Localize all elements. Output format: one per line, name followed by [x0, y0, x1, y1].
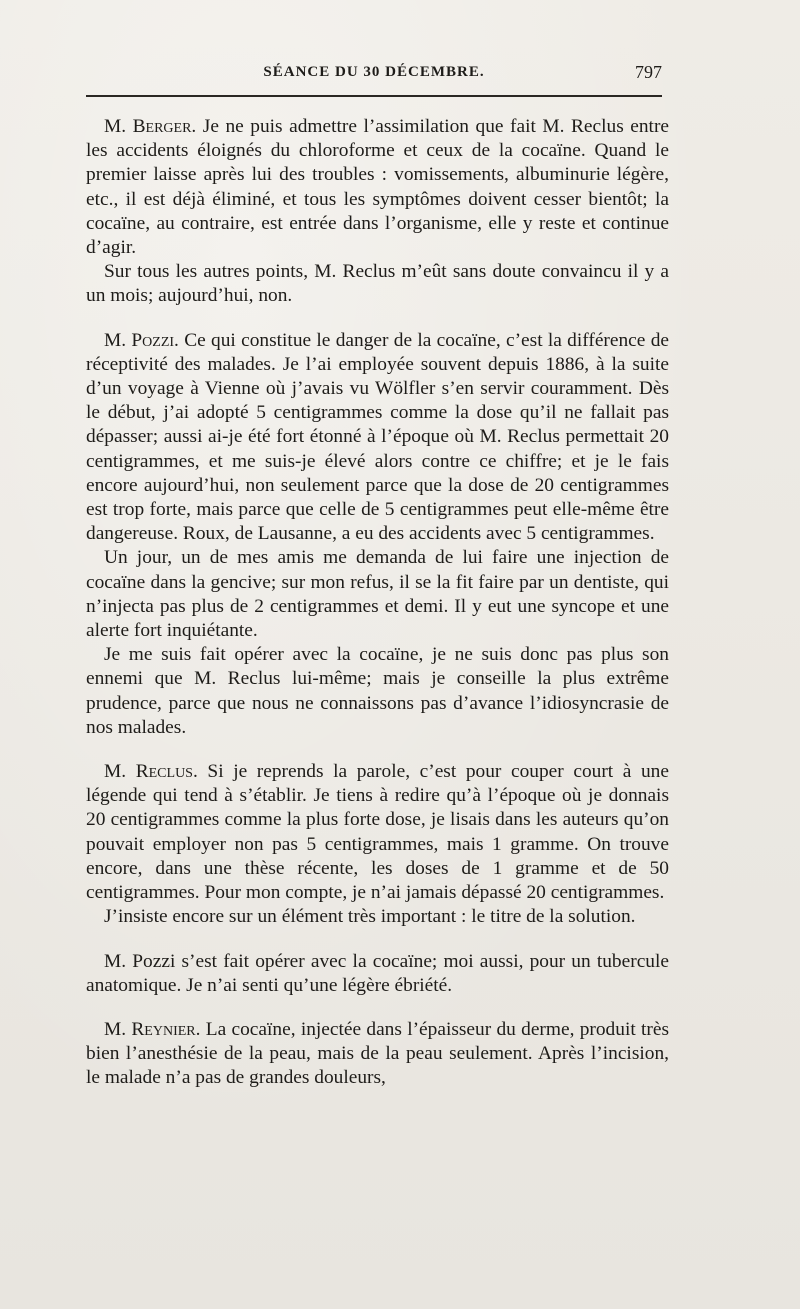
- paragraph: [86, 546, 669, 643]
- paragraph-text: Je ne puis admettre l’assimilation que fait M. Reclus entre les accidents éloignés du chloroforme et ceux de la cocaïne. Quand le premier laisse après lui des troubles : vomissements, albuminurie légère, etc., il est déjà éliminé, et tous les symptômes doivent cesser bientôt; la cocaïne, au contraire, est entrée dans l’organisme, elle y reste et continue d’agir.: [86, 116, 670, 259]
- paragraph-text: Sur tous les autres points, M. Reclus m’eût sans doute convaincu il y a un mois; aujourd’hui, non.: [86, 261, 669, 307]
- paragraph-reclus: [86, 760, 669, 905]
- paragraph: [86, 950, 669, 998]
- paragraph: [86, 260, 669, 308]
- page-header: [86, 62, 662, 84]
- paragraph-text: La cocaïne, injectée dans l’épaisseur du derme, produit très bien l’anesthésie de la peau, mais de la peau seulement. Après l’incision, le malade n’a pas de grandes douleurs,: [86, 1018, 669, 1089]
- paragraph-pozzi: [86, 329, 669, 547]
- speaker-name: M. Reynier.: [104, 1018, 201, 1040]
- paragraph: [86, 643, 669, 740]
- paragraph-text: Je me suis fait opérer avec la cocaïne, je ne suis donc pas plus son ennemi que M. Reclus lui-même; mais je conseille la plus extrême prudence, parce que nous ne connaissons pas d’avance l’idiosyncrasie de nos malades.: [86, 644, 669, 738]
- speaker-name: M. Reclus.: [104, 761, 198, 783]
- paragraph-text: J’insiste encore sur un élément très important : le titre de la solution.: [104, 906, 636, 928]
- paragraph-reynier: [86, 1018, 669, 1091]
- paragraph-text: M. Pozzi s’est fait opérer avec la cocaïne; moi aussi, pour un tubercule anatomique. Je n’ai senti qu’une légère ébriété.: [86, 950, 669, 996]
- body-text: [86, 115, 669, 1091]
- page-number: 797: [635, 62, 662, 82]
- paragraph: [86, 905, 669, 929]
- running-title: SÉANCE DU 30 DÉCEMBRE.: [263, 64, 485, 80]
- speaker-name: M. Berger.: [104, 116, 197, 137]
- header-rule: [86, 95, 662, 97]
- speaker-name: M. Pozzi.: [104, 329, 179, 351]
- paragraph-berger: [86, 115, 669, 260]
- paragraph-text: Si je reprends la parole, c’est pour couper court à une légende qui tend à s’établir. Je tiens à redire qu’à l’époque où je donnais 20 centigrammes comme la plus forte dose, je lisais dans les auteurs qu’on pouvait employer non pas 5 centigrammes, mais 1 gramme. On trouve encore, dans une thèse récente, les doses de 1 gramme et de 50 centigrammes. Pour mon compte, je n’ai jamais dépassé 20 centigrammes.: [86, 761, 669, 904]
- paragraph-text: Ce qui constitue le danger de la cocaïne, c’est la différence de réceptivité des malades. Je l’ai employée souvent depuis 1886, à la suite d’un voyage à Vienne où j’avais vu Wölfler s’en servir couramment. Dès le début, j’ai adopté 5 centigrammes comme la dose qu’il ne fallait pas dépasser; aussi ai-je été fort étonné à l’époque où M. Reclus permettait 20 centigrammes, et me suis-je élevé alors contre ce chiffre; et je le fais encore aujourd’hui, non seulement parce que la dose de 20 centigrammes est trop forte, mais parce que celle de 5 centigrammes peut elle-même être dangereuse. Roux, de Lausanne, a eu des accidents avec 5 centigrammes.: [86, 329, 669, 545]
- paragraph-text: Un jour, un de mes amis me demanda de lui faire une injection de cocaïne dans la gencive; sur mon refus, il se la fit faire par un dentiste, qui n’injecta pas plus de 2 centigrammes et demi. Il y eut une syncope et une alerte fort inquiétante.: [86, 547, 669, 642]
